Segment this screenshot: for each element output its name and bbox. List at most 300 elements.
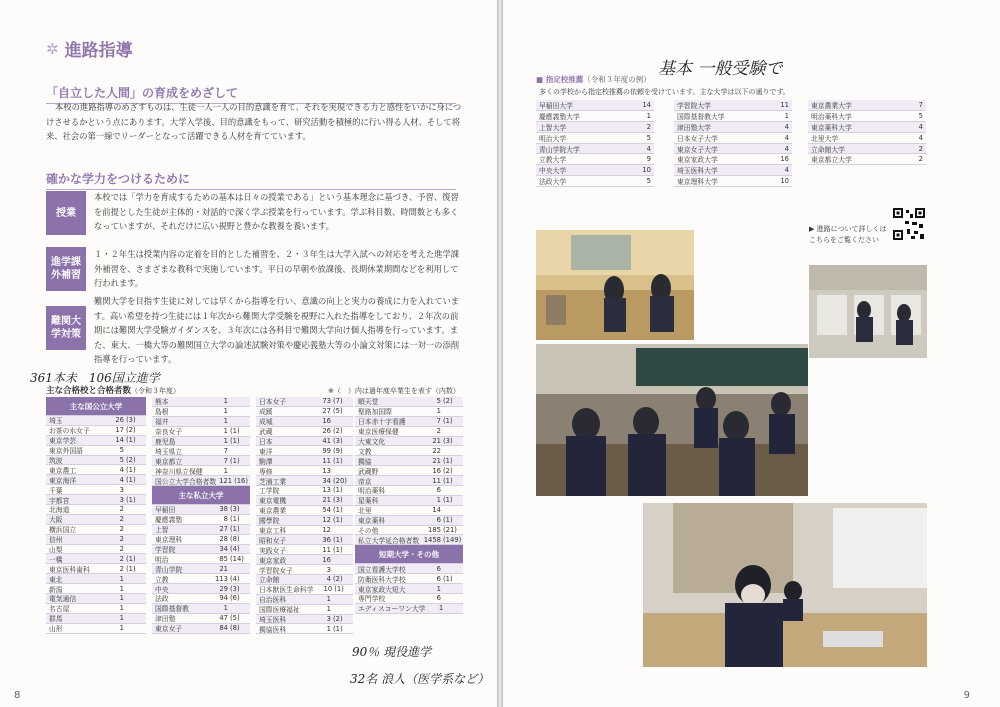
pass-count: 4 [646, 144, 651, 153]
table-head: 主な私立大学 [152, 486, 250, 505]
table-row [674, 100, 792, 111]
graduate-count: (3) [126, 416, 136, 425]
pass-count: 6 [436, 574, 441, 583]
school-name: 東京薬科 [358, 517, 386, 526]
school-name: 日本女子 [259, 398, 287, 407]
graduate-count: (1) [230, 456, 240, 465]
school-name: 法政大学 [539, 178, 567, 187]
pass-count: 85 [219, 554, 228, 563]
school-name: 横浜国立 [49, 526, 77, 535]
pass-count: 4 [784, 133, 789, 142]
school-name: 国際基督教大学 [677, 112, 725, 121]
graduate-count: (14) [230, 554, 244, 563]
pass-count: 113 [215, 574, 228, 583]
school-name: 帝京 [358, 477, 372, 486]
graduate-count: (1) [443, 476, 453, 485]
school-name: 明治 [155, 555, 169, 564]
pass-count: 17 [115, 426, 124, 435]
graduate-count: (2) [333, 575, 343, 584]
graduate-count: (1) [333, 456, 343, 465]
pass-count: 14 [642, 100, 651, 109]
school-name: 成蹊 [259, 408, 273, 417]
pass-count: 1458 [423, 535, 441, 544]
pass-count: 1 [223, 397, 228, 406]
graduate-count: (8) [230, 624, 240, 633]
school-name: 埼玉県立 [155, 447, 183, 456]
school-name: 防衛医科大学校 [358, 575, 406, 584]
pass-count: 10 [642, 166, 651, 175]
school-name: 青山学院大学 [539, 145, 580, 154]
pass-count: 1 [119, 574, 124, 583]
photo-students-reading [643, 503, 927, 667]
pass-count: 4 [119, 465, 124, 474]
school-name: 順天堂 [358, 398, 379, 407]
table-row [355, 604, 463, 614]
school-name: 新潟 [49, 585, 63, 594]
school-name: 國學院 [259, 517, 280, 526]
school-name: 電気通信 [49, 595, 77, 604]
pass-count: 1 [223, 466, 228, 475]
school-name: 芝浦工業 [259, 477, 287, 486]
pass-count: 7 [436, 417, 441, 426]
school-name: 北里大学 [811, 134, 839, 143]
school-name: 鹿児島 [155, 438, 176, 447]
graduate-count: (5) [230, 614, 240, 623]
pass-count: 99 [322, 446, 331, 455]
section2-heading: 確かな学力をつけるために [46, 170, 456, 190]
school-name: 名古屋 [49, 605, 70, 614]
pass-count: 1 [223, 417, 228, 426]
pass-count: 2 [119, 554, 124, 563]
school-name: 中央大学 [539, 167, 567, 176]
graduate-count: (4) [230, 545, 240, 554]
school-name: 日本獣医生命科学 [259, 586, 314, 595]
pass-count: 3 [326, 565, 331, 574]
graduate-count: (2) [443, 466, 453, 475]
tag-jugyo: 授業 [46, 191, 86, 235]
graduate-count: (1) [230, 437, 240, 445]
table-row [674, 133, 792, 144]
graduate-count: (1) [230, 515, 240, 524]
pass-count: 16 [322, 417, 331, 426]
graduate-count: (1) [126, 436, 136, 445]
table-row [536, 111, 654, 122]
graduate-count: (1) [126, 564, 136, 573]
section1-text: 本校の進路指導のめざすものは、生徒一人一人の目的意識を育て、それを実現できる力と感性をいかに身につけさせるかという点にあります。大学入学後、目的意識をもって、研究活動を積極的に行い得る人材、そして将来、社会の第一線でリーダーとなって活躍できる人材を育てています。 [46, 102, 462, 141]
page-number: 9 [963, 690, 970, 701]
photo-study-room [536, 230, 694, 340]
graduate-count: (1) [230, 427, 240, 436]
school-name: 学習院女子 [259, 566, 293, 575]
table-row [536, 154, 654, 165]
school-name: 一橋 [49, 555, 63, 564]
graduate-count: (1) [443, 496, 453, 505]
rec-text: 多くの学校から指定校推薦の依頼を受けています。主な大学は以下の通りです。 [539, 88, 790, 96]
school-name: 武蔵野 [358, 467, 379, 476]
pass-count: 6 [436, 486, 441, 495]
graduate-count: (1) [443, 574, 453, 583]
pass-count: 38 [219, 505, 228, 514]
table-row [536, 144, 654, 155]
graduate-count: (4) [230, 574, 240, 583]
pass-count: 4 [784, 166, 789, 175]
pass-count: 4 [918, 133, 923, 142]
pass-count: 13 [322, 466, 331, 475]
school-name: 立命館大学 [811, 145, 845, 154]
pass-count: 54 [322, 506, 331, 515]
table-note: ※（ ）内は過年度卒業生を表す（内数） [328, 387, 460, 395]
school-name: 東京外国語 [49, 447, 83, 456]
school-name: 北里 [358, 507, 372, 516]
school-name: 学習院大学 [677, 101, 711, 110]
title-text: 進路指導 [64, 41, 133, 61]
pass-count: 84 [219, 624, 228, 633]
pass-count: 3 [119, 495, 124, 504]
school-name: 東京農業大学 [811, 101, 852, 110]
handwriting-note-b: 90％ 現役進学 [352, 645, 432, 659]
school-name: 中央 [155, 585, 169, 594]
pass-count: 13 [322, 486, 331, 495]
universities-table-4 [355, 397, 463, 614]
gear-flower-icon: ✲ [46, 39, 59, 58]
pass-count: 7 [918, 100, 923, 109]
handwriting-note-c: 32名 浪人（医学系など） [350, 672, 490, 686]
table-row [808, 144, 926, 155]
table-row [536, 176, 654, 187]
school-name: 大東文化 [358, 438, 386, 447]
pass-count: 26 [115, 416, 124, 425]
table-row [674, 144, 792, 155]
table-title: 主な合格校と合格者数（令和３年度） [46, 386, 181, 396]
rec-table-3 [808, 100, 926, 165]
pass-count: 5 [436, 397, 441, 406]
pass-count: 28 [219, 535, 228, 544]
school-name: 島根 [155, 408, 169, 417]
pass-count: 1 [119, 594, 124, 603]
graduate-count: (1) [126, 554, 136, 563]
school-name: 専門学校 [358, 595, 386, 604]
pass-count: 2 [119, 535, 124, 544]
pass-count: 1 [119, 604, 124, 613]
pass-count: 8 [223, 515, 228, 524]
graduate-count: (1) [333, 516, 343, 525]
school-name: 筑波 [49, 457, 63, 466]
pass-count: 1 [119, 614, 124, 623]
graduate-count: (1) [333, 486, 343, 495]
school-name: 東京医療保健 [358, 428, 399, 437]
graduate-count: (7) [333, 397, 343, 406]
graduate-count: (1) [126, 465, 136, 474]
pass-count: 2 [119, 564, 124, 573]
graduate-count: (149) [443, 535, 462, 544]
graduate-count: (1) [126, 495, 136, 504]
qr-note: ▶ 進路について詳しくはこちらをご覧ください [809, 225, 887, 244]
pass-count: 10 [780, 177, 789, 186]
school-name: 学習院 [155, 546, 176, 555]
pass-count: 11 [322, 545, 331, 554]
pass-count: 14 [115, 436, 124, 445]
pass-count: 1 [784, 111, 789, 120]
pass-count: 10 [323, 585, 333, 594]
graduate-count: (1) [333, 624, 343, 633]
pass-count: 5 [119, 446, 124, 455]
left-page [0, 0, 497, 707]
pass-count: 2 [119, 545, 124, 554]
pass-count: 4 [918, 122, 923, 131]
school-name: 東京家政大学 [677, 156, 718, 165]
graduate-count: (3) [230, 505, 240, 514]
pass-count: 34 [219, 545, 228, 554]
table-row [674, 165, 792, 176]
graduate-count: (1) [333, 506, 343, 515]
school-name: 駒澤 [259, 457, 273, 466]
graduate-count: (1) [126, 475, 136, 484]
graduate-count: (3) [333, 437, 343, 445]
graduate-count: (1) [443, 417, 453, 426]
school-name: 群馬 [49, 615, 63, 624]
graduate-count: (1) [334, 585, 344, 594]
school-name: 東京海洋 [49, 476, 77, 485]
school-name: 国際基督教 [155, 605, 189, 614]
pass-count: 26 [322, 427, 331, 436]
pass-count: 1 [436, 584, 441, 593]
pass-count: 1 [223, 407, 228, 416]
school-name: 立命館 [259, 576, 280, 585]
table-row [536, 165, 654, 176]
pass-count: 1 [326, 605, 331, 614]
graduate-count: (6) [230, 594, 240, 603]
qr-code-icon[interactable] [892, 207, 926, 241]
table-row [674, 122, 792, 133]
school-name: 山梨 [49, 546, 63, 555]
pass-count: 121 [219, 476, 233, 485]
graduate-count: (1) [443, 456, 453, 465]
pass-count: 14 [432, 506, 441, 515]
graduate-count: (9) [333, 446, 343, 455]
school-name: エディスコーワン大学 [358, 605, 426, 614]
pass-count: 27 [219, 525, 228, 534]
pass-count: 1 [223, 604, 228, 613]
tag-nankan: 難関大学対策 [46, 306, 86, 350]
graduate-count: (3) [333, 496, 343, 505]
school-name: 東京医科歯科 [49, 565, 90, 574]
pass-count: 36 [322, 535, 331, 544]
graduate-count: (5) [333, 407, 343, 416]
school-name: 立教大学 [539, 156, 567, 165]
school-name: 山形 [49, 625, 63, 634]
graduate-count: (1) [443, 516, 453, 525]
school-name: 法政 [155, 595, 169, 604]
school-name: 東京工科 [259, 527, 287, 536]
pass-count: 3 [119, 485, 124, 494]
graduate-count: (20) [333, 476, 347, 485]
rec-table-2 [674, 100, 792, 187]
school-name: 東京農工 [49, 466, 77, 475]
pass-count: 1 [438, 604, 444, 613]
school-name: 東洋 [259, 447, 273, 456]
school-name: 慶應義塾大学 [539, 112, 580, 121]
pass-count: 4 [326, 575, 331, 584]
school-name: 自治医科 [259, 596, 287, 605]
school-name: 文教 [358, 447, 372, 456]
table-row [152, 476, 250, 486]
school-name: 東京女子大学 [677, 145, 718, 154]
graduate-count: (1) [333, 535, 343, 544]
table-row [674, 111, 792, 122]
school-name: 明治薬科大学 [811, 112, 852, 121]
graduate-count: (2) [126, 456, 136, 464]
school-name: 獨協 [358, 457, 372, 466]
school-name: 東京学芸 [49, 437, 77, 446]
graduate-count: (2) [333, 615, 343, 624]
school-name: 北海道 [49, 506, 70, 515]
school-name: 明治大学 [539, 134, 567, 143]
school-name: 実践女子 [259, 546, 287, 555]
pass-count: 9 [646, 155, 651, 164]
school-name: 津田塾大学 [677, 123, 711, 132]
pass-count: 27 [322, 407, 331, 416]
table-row [808, 111, 926, 122]
pass-count: 21 [432, 456, 441, 465]
school-name: 国際医療福祉 [259, 606, 300, 615]
graduate-count: (1) [230, 525, 240, 534]
text-jugyo: 本校では「学力を育成するための基本は日々の授業である」という基本理念に基づき、予習、復習を前提とした生徒が主体的・対話的で深く学ぶ授業を行っています。学ぶ科目数、時間数とも多くなっていますが、それだけに広い視野と豊かな教養を養います。 [94, 192, 459, 231]
school-name: 早稲田 [155, 506, 176, 515]
school-name: 奈良女子 [155, 428, 183, 437]
pass-count: 6 [436, 594, 441, 603]
school-name: 獨協医科 [259, 625, 287, 634]
table-row [808, 133, 926, 144]
table-head: 主な国公立大学 [46, 397, 146, 416]
school-name: 慶應義塾 [155, 516, 183, 525]
pass-count: 11 [780, 100, 789, 109]
school-name: 国立看護大学校 [358, 565, 406, 574]
school-name: 早稲田大学 [539, 101, 573, 110]
school-name: 成城 [259, 418, 273, 427]
pass-count: 11 [322, 456, 331, 465]
school-name: 神奈川県立保健 [155, 467, 203, 476]
pass-count: 47 [219, 614, 228, 623]
school-name: 東京家政 [259, 556, 287, 565]
pass-count: 1 [326, 624, 331, 633]
pass-count: 4 [119, 475, 124, 484]
school-name: 千葉 [49, 486, 63, 495]
text-hoshu: １・２年生は授業内容の定着を目的とした補習を、２・３年生は大学入試への対応を考えた進学課外補習を、さまざまな教科で実施しています。平日の早朝や放課後、長期休業期間などを利用して行われます。 [94, 249, 460, 288]
school-name: 聖路加国際 [358, 408, 392, 417]
pass-count: 16 [322, 555, 331, 564]
pass-count: 34 [322, 476, 331, 485]
table-row [152, 624, 250, 634]
pass-count: 41 [322, 437, 331, 445]
school-name: 青山学院 [155, 565, 183, 574]
school-name: 東京都立 [155, 457, 183, 466]
pass-count: 2 [119, 505, 124, 514]
school-name: 東京女子 [155, 625, 183, 634]
handwriting-top: 基本 一般受験で [658, 59, 783, 79]
school-name: 日本赤十字看護 [358, 418, 406, 427]
table-row [674, 176, 792, 187]
school-name: 埼玉 [49, 417, 63, 426]
school-name: 昭和女子 [259, 536, 287, 545]
national-universities-table [46, 397, 146, 634]
school-name: 福井 [155, 418, 169, 427]
section1-heading: 「自立した人間」の育成をめざして [46, 84, 456, 104]
table-row [355, 535, 463, 545]
school-name: 津田塾 [155, 615, 176, 624]
graduate-count: (3) [443, 437, 453, 445]
pass-count: 1 [119, 584, 124, 593]
pass-count: 5 [646, 177, 651, 186]
school-name: 星薬科 [358, 497, 379, 506]
universities-table-3 [256, 397, 353, 634]
table-row [536, 100, 654, 111]
school-name: 東京理科大学 [677, 178, 718, 187]
pass-count: 5 [646, 133, 651, 142]
pass-count: 21 [219, 564, 228, 573]
pass-count: 94 [219, 594, 228, 603]
pass-count: 6 [436, 564, 441, 573]
pass-count: 1 [436, 407, 441, 416]
school-name: 武蔵 [259, 428, 273, 437]
graduate-count: (16) [234, 476, 249, 485]
pass-count: 1 [223, 437, 228, 445]
pass-count: 1 [326, 595, 331, 604]
rec-title: ■ 指定校推薦（令和３年度の例） [536, 75, 651, 84]
pass-count: 22 [432, 446, 441, 455]
school-name: 埼玉医科大学 [677, 167, 718, 176]
pass-count: 21 [432, 437, 441, 445]
school-name: 日本女子大学 [677, 134, 718, 143]
school-name: 上智 [155, 526, 169, 535]
pass-count: 11 [432, 476, 441, 485]
school-name: 宇都宮 [49, 496, 70, 505]
pass-count: 2 [119, 515, 124, 524]
pass-count: 29 [219, 584, 228, 593]
graduate-count: (2) [333, 427, 343, 436]
school-name: 専修 [259, 467, 273, 476]
school-name: 立教 [155, 575, 169, 584]
table-row [808, 122, 926, 133]
pass-count: 7 [223, 446, 228, 455]
handwriting-note-a: 361本未 106国立進学 [30, 371, 160, 385]
school-name: 東京都立大学 [811, 156, 852, 165]
school-name: 東京理科 [155, 536, 183, 545]
table-row [808, 100, 926, 111]
school-name: 東京薬科大学 [811, 123, 852, 132]
pass-count: 1 [436, 496, 441, 505]
text-nankan: 難関大学を目指す生徒に対しては早くから指導を行い、意識の向上と実力の養成に力を入れています。高い希望を持つ生徒には１年次から難関大学受験を視野に入れた指導をしており、２年次の前期には難関大学受験ガイダンスを、３年次には各科目で難関大学向け個人指導を行っています。また、東大、一橋大等の難関国立大学の論述試験対策や慶応義塾大等の小論文対策には一対一の添削指導を行っています。 [94, 296, 460, 364]
school-name: 工学院 [259, 487, 280, 496]
page-title [46, 36, 133, 61]
pass-count: 185 [428, 526, 441, 535]
pass-count: 73 [322, 397, 331, 406]
pass-count: 6 [436, 516, 441, 525]
pass-count: 2 [918, 144, 923, 153]
pass-count: 2 [436, 427, 441, 436]
graduate-count: (21) [443, 526, 457, 535]
table-row [536, 133, 654, 144]
universities-table-2 [152, 397, 250, 634]
school-name: 埼玉医科 [259, 616, 287, 625]
school-name: 熊本 [155, 398, 169, 407]
school-name: その他 [358, 527, 379, 536]
pass-count: 12 [322, 516, 331, 525]
pass-count: 1 [119, 624, 124, 633]
tag-hoshu: 進学課外補習 [46, 247, 86, 291]
school-name: お茶の水女子 [49, 427, 90, 436]
school-name: 信州 [49, 536, 63, 545]
school-name: 国公立大学合格者数 [155, 477, 217, 486]
